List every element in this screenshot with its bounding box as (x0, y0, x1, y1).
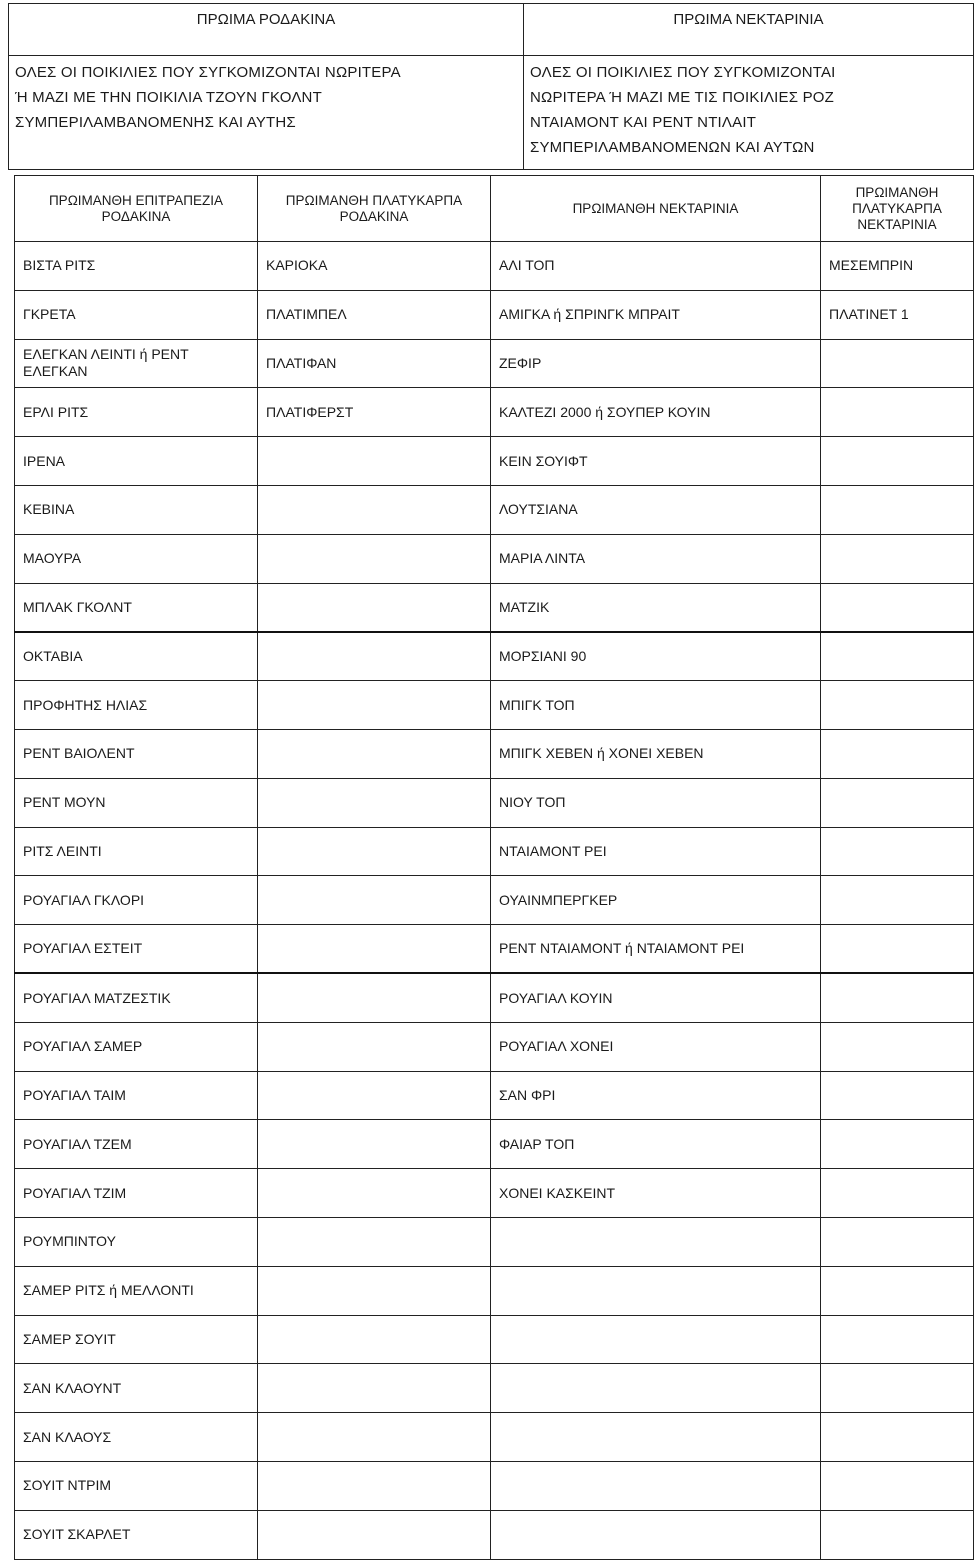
table-row (15, 1169, 974, 1218)
table-row (15, 1120, 974, 1169)
table-peach-variety-cell: ΕΡΛΙ ΡΙΤΣ (15, 388, 258, 437)
category-title-row (9, 4, 974, 56)
column-header-nectarines: ΠΡΩΙΜΑΝΘΗ ΝΕΚΤΑΡΙΝΙΑ (491, 176, 821, 242)
flat-peach-variety-cell (258, 632, 491, 681)
nectarine-variety-cell: ΦΑΙΑΡ ΤΟΠ (491, 1120, 821, 1169)
table-peach-variety-cell: ΡΙΤΣ ΛΕΙΝΤΙ (15, 827, 258, 876)
flat-nectarine-variety-cell (821, 681, 974, 730)
flat-peach-variety-cell (258, 1413, 491, 1462)
table-row (15, 925, 974, 974)
table-peach-variety-cell: ΡΕΝΤ ΒΑΙΟΛΕΝΤ (15, 729, 258, 778)
nectarine-variety-cell: ΝΙΟΥ ΤΟΠ (491, 778, 821, 827)
nectarine-variety-cell (491, 1364, 821, 1413)
flat-nectarine-variety-cell (821, 925, 974, 974)
table-row (15, 973, 974, 1022)
flat-peach-variety-cell (258, 681, 491, 730)
flat-nectarine-variety-cell (821, 1266, 974, 1315)
nectarine-variety-cell (491, 1413, 821, 1462)
nectarine-variety-cell (491, 1510, 821, 1559)
flat-peach-variety-cell (258, 778, 491, 827)
table-row (15, 1071, 974, 1120)
table-peach-variety-cell: ΡΕΝΤ ΜΟΥΝ (15, 778, 258, 827)
nectarine-variety-cell (491, 1315, 821, 1364)
table-peach-variety-cell: ΡΟΥΑΓΙΑΛ ΓΚΛΟΡΙ (15, 876, 258, 925)
table-peach-variety-cell: ΣΑΝ ΚΛΑΟΥΣ (15, 1413, 258, 1462)
flat-peach-variety-cell (258, 1169, 491, 1218)
flat-nectarine-variety-cell: ΜΕΣΕΜΠΡΙΝ (821, 242, 974, 291)
table-row (15, 388, 974, 437)
column-header-flat-peaches: ΠΡΩΙΜΑΝΘΗ ΠΛΑΤΥΚΑΡΠΑ ΡΟΔΑΚΙΝΑ (258, 176, 491, 242)
description-line: ΟΛΕΣ ΟΙ ΠΟΙΚΙΛΙΕΣ ΠΟΥ ΣΥΓΚΟΜΙΖΟΝΤΑΙ (530, 64, 836, 81)
description-line: ΟΛΕΣ ΟΙ ΠΟΙΚΙΛΙΕΣ ΠΟΥ ΣΥΓΚΟΜΙΖΟΝΤΑΙ ΝΩΡΙΤΕΡΑ (15, 64, 401, 81)
description-line: ΣΥΜΠΕΡΙΛΑΜΒΑΝΟΜΕΝΗΣ ΚΑΙ ΑΥΤΗΣ (15, 114, 296, 131)
nectarine-variety-cell: ΜΠΙΓΚ ΧΕΒΕΝ ή ΧΟΝΕΙ ΧΕΒΕΝ (491, 729, 821, 778)
flat-nectarine-variety-cell (821, 1413, 974, 1462)
flat-peach-variety-cell (258, 437, 491, 486)
flat-nectarine-variety-cell (821, 632, 974, 681)
flat-peach-variety-cell: ΠΛΑΤΙΦΑΝ (258, 339, 491, 388)
flat-nectarine-variety-cell (821, 1022, 974, 1071)
column-header-table-peaches: ΠΡΩΙΜΑΝΘΗ ΕΠΙΤΡΑΠΕΖΙΑ ΡΟΔΑΚΙΝΑ (15, 176, 258, 242)
flat-nectarine-variety-cell: ΠΛΑΤΙΝΕΤ 1 (821, 290, 974, 339)
flat-peach-variety-cell (258, 1315, 491, 1364)
flat-peach-variety-cell: ΚΑΡΙΟΚΑ (258, 242, 491, 291)
table-row (15, 1461, 974, 1510)
table-peach-variety-cell: ΣΑΝ ΚΛΑΟΥΝΤ (15, 1364, 258, 1413)
flat-nectarine-variety-cell (821, 1217, 974, 1266)
table-peach-variety-cell: ΡΟΥΑΓΙΑΛ ΤΖΙΜ (15, 1169, 258, 1218)
table-peach-variety-cell: ΡΟΥΑΓΙΑΛ ΤΖΕΜ (15, 1120, 258, 1169)
table-peach-variety-cell: ΜΑΟΥΡΑ (15, 534, 258, 583)
flat-nectarine-variety-cell (821, 729, 974, 778)
nectarine-variety-cell (491, 1461, 821, 1510)
flat-peach-variety-cell (258, 1510, 491, 1559)
flat-nectarine-variety-cell (821, 388, 974, 437)
nectarine-variety-cell: ΡΟΥΑΓΙΑΛ ΚΟΥΙΝ (491, 973, 821, 1022)
nectarine-variety-cell: ΑΜΙΓΚΑ ή ΣΠΡΙΝΓΚ ΜΠΡΑΙΤ (491, 290, 821, 339)
table-peach-variety-cell: ΙΡΕΝΑ (15, 437, 258, 486)
flat-nectarine-variety-cell (821, 437, 974, 486)
flat-peach-variety-cell (258, 1071, 491, 1120)
table-row (15, 339, 974, 388)
table-peach-variety-cell: ΠΡΟΦΗΤΗΣ ΗΛΙΑΣ (15, 681, 258, 730)
nectarine-variety-cell: ΛΟΥΤΣΙΑΝΑ (491, 485, 821, 534)
table-peach-variety-cell: ΟΚΤΑΒΙΑ (15, 632, 258, 681)
flat-nectarine-variety-cell (821, 973, 974, 1022)
table-peach-variety-cell: ΜΠΛΑΚ ΓΚΟΛΝΤ (15, 583, 258, 632)
early-nectarines-title: ΠΡΩΙΜΑ ΝΕΚΤΑΡΙΝΙΑ (524, 4, 974, 56)
table-row (15, 1413, 974, 1462)
table-row (15, 1364, 974, 1413)
table-peach-variety-cell: ΡΟΥΑΓΙΑΛ ΤΑΙΜ (15, 1071, 258, 1120)
nectarine-variety-cell: ΝΤΑΙΑΜΟΝΤ ΡΕΙ (491, 827, 821, 876)
nectarine-variety-cell: ΑΛΙ ΤΟΠ (491, 242, 821, 291)
flat-nectarine-variety-cell (821, 1169, 974, 1218)
category-header-table (8, 3, 974, 170)
description-line: ΝΤΑΙΑΜΟΝΤ ΚΑΙ ΡΕΝΤ ΝΤΙΛΑΙΤ (530, 114, 757, 131)
table-peach-variety-cell: ΕΛΕΓΚΑΝ ΛΕΙΝΤΙ ή ΡΕΝΤ ΕΛΕΓΚΑΝ (15, 339, 258, 388)
flat-nectarine-variety-cell (821, 778, 974, 827)
table-row (15, 1315, 974, 1364)
flat-peach-variety-cell (258, 925, 491, 974)
table-row (15, 437, 974, 486)
nectarine-variety-cell (491, 1266, 821, 1315)
category-description-row (9, 56, 974, 170)
flat-peach-variety-cell (258, 876, 491, 925)
table-row (15, 729, 974, 778)
flat-nectarine-variety-cell (821, 583, 974, 632)
table-peach-variety-cell: ΣΑΜΕΡ ΡΙΤΣ ή ΜΕΛΛΟΝΤΙ (15, 1266, 258, 1315)
table-peach-variety-cell: ΡΟΥΑΓΙΑΛ ΜΑΤΖΕΣΤΙΚ (15, 973, 258, 1022)
table-row (15, 1266, 974, 1315)
flat-nectarine-variety-cell (821, 876, 974, 925)
flat-nectarine-variety-cell (821, 1461, 974, 1510)
table-row (15, 534, 974, 583)
table-peach-variety-cell: ΣΟΥΙΤ ΝΤΡΙΜ (15, 1461, 258, 1510)
nectarine-variety-cell: ΧΟΝΕΙ ΚΑΣΚΕΙΝΤ (491, 1169, 821, 1218)
flat-nectarine-variety-cell (821, 1071, 974, 1120)
flat-nectarine-variety-cell (821, 827, 974, 876)
flat-nectarine-variety-cell (821, 1120, 974, 1169)
flat-peach-variety-cell (258, 1364, 491, 1413)
early-nectarines-description (524, 56, 974, 170)
early-peaches-description (9, 56, 524, 170)
nectarine-variety-cell (491, 1217, 821, 1266)
table-peach-variety-cell: ΡΟΥΑΓΙΑΛ ΕΣΤΕΙΤ (15, 925, 258, 974)
table-peach-variety-cell: ΓΚΡΕΤΑ (15, 290, 258, 339)
nectarine-variety-cell: ΜΑΤΖΙΚ (491, 583, 821, 632)
flat-peach-variety-cell (258, 583, 491, 632)
nectarine-variety-cell: ΟΥΑΙΝΜΠΕΡΓΚΕΡ (491, 876, 821, 925)
flat-peach-variety-cell (258, 1461, 491, 1510)
table-row (15, 1510, 974, 1559)
flat-peach-variety-cell: ΠΛΑΤΙΦΕΡΣΤ (258, 388, 491, 437)
table-row (15, 827, 974, 876)
flat-nectarine-variety-cell (821, 339, 974, 388)
varieties-table (14, 175, 974, 1560)
table-peach-variety-cell: ΚΕΒΙΝΑ (15, 485, 258, 534)
flat-nectarine-variety-cell (821, 1510, 974, 1559)
flat-peach-variety-cell (258, 827, 491, 876)
description-line: Ή ΜΑΖΙ ΜΕ ΤΗΝ ΠΟΙΚΙΛΙΑ ΤΖΟΥΝ ΓΚΟΛΝΤ (15, 89, 322, 106)
table-row (15, 876, 974, 925)
nectarine-variety-cell: ΡΟΥΑΓΙΑΛ ΧΟΝΕΙ (491, 1022, 821, 1071)
table-peach-variety-cell: ΡΟΥΜΠΙΝΤΟΥ (15, 1217, 258, 1266)
table-peach-variety-cell: ΒΙΣΤΑ ΡΙΤΣ (15, 242, 258, 291)
flat-peach-variety-cell (258, 729, 491, 778)
early-peaches-title: ΠΡΩΙΜΑ ΡΟΔΑΚΙΝΑ (9, 4, 524, 56)
nectarine-variety-cell: ΜΠΙΓΚ ΤΟΠ (491, 681, 821, 730)
flat-peach-variety-cell (258, 1120, 491, 1169)
table-row (15, 681, 974, 730)
table-row (15, 290, 974, 339)
nectarine-variety-cell: ΣΑΝ ΦΡΙ (491, 1071, 821, 1120)
flat-nectarine-variety-cell (821, 485, 974, 534)
table-row (15, 778, 974, 827)
flat-peach-variety-cell (258, 1217, 491, 1266)
nectarine-variety-cell: ΖΕΦΙΡ (491, 339, 821, 388)
flat-nectarine-variety-cell (821, 1364, 974, 1413)
flat-nectarine-variety-cell (821, 534, 974, 583)
nectarine-variety-cell: ΜΟΡΣΙΑΝΙ 90 (491, 632, 821, 681)
flat-peach-variety-cell (258, 534, 491, 583)
table-peach-variety-cell: ΣΟΥΙΤ ΣΚΑΡΛΕΤ (15, 1510, 258, 1559)
flat-peach-variety-cell: ΠΛΑΤΙΜΠΕΛ (258, 290, 491, 339)
nectarine-variety-cell: ΚΑΛΤΕΖΙ 2000 ή ΣΟΥΠΕΡ ΚΟΥΙΝ (491, 388, 821, 437)
flat-peach-variety-cell (258, 973, 491, 1022)
table-row (15, 485, 974, 534)
table-peach-variety-cell: ΣΑΜΕΡ ΣΟΥΙΤ (15, 1315, 258, 1364)
description-line: ΝΩΡΙΤΕΡΑ Ή ΜΑΖΙ ΜΕ ΤΙΣ ΠΟΙΚΙΛΙΕΣ ΡΟΖ (530, 89, 835, 106)
table-row (15, 1022, 974, 1071)
table-row (15, 242, 974, 291)
table-row (15, 583, 974, 632)
nectarine-variety-cell: ΡΕΝΤ ΝΤΑΙΑΜΟΝΤ ή ΝΤΑΙΑΜΟΝΤ ΡΕΙ (491, 925, 821, 974)
flat-peach-variety-cell (258, 1022, 491, 1071)
nectarine-variety-cell: ΜΑΡΙΑ ΛΙΝΤΑ (491, 534, 821, 583)
varieties-table-body (15, 242, 974, 1560)
table-row (15, 1217, 974, 1266)
table-peach-variety-cell: ΡΟΥΑΓΙΑΛ ΣΑΜΕΡ (15, 1022, 258, 1071)
flat-nectarine-variety-cell (821, 1315, 974, 1364)
flat-peach-variety-cell (258, 1266, 491, 1315)
description-line: ΣΥΜΠΕΡΙΛΑΜΒΑΝΟΜΕΝΩΝ ΚΑΙ ΑΥΤΩΝ (530, 139, 815, 156)
table-row (15, 632, 974, 681)
column-header-flat-nectarines: ΠΡΩΙΜΑΝΘΗ ΠΛΑΤΥΚΑΡΠΑ ΝΕΚΤΑΡΙΝΙΑ (821, 176, 974, 242)
column-header-row (15, 176, 974, 242)
nectarine-variety-cell: ΚΕΙΝ ΣΟΥΙΦΤ (491, 437, 821, 486)
flat-peach-variety-cell (258, 485, 491, 534)
